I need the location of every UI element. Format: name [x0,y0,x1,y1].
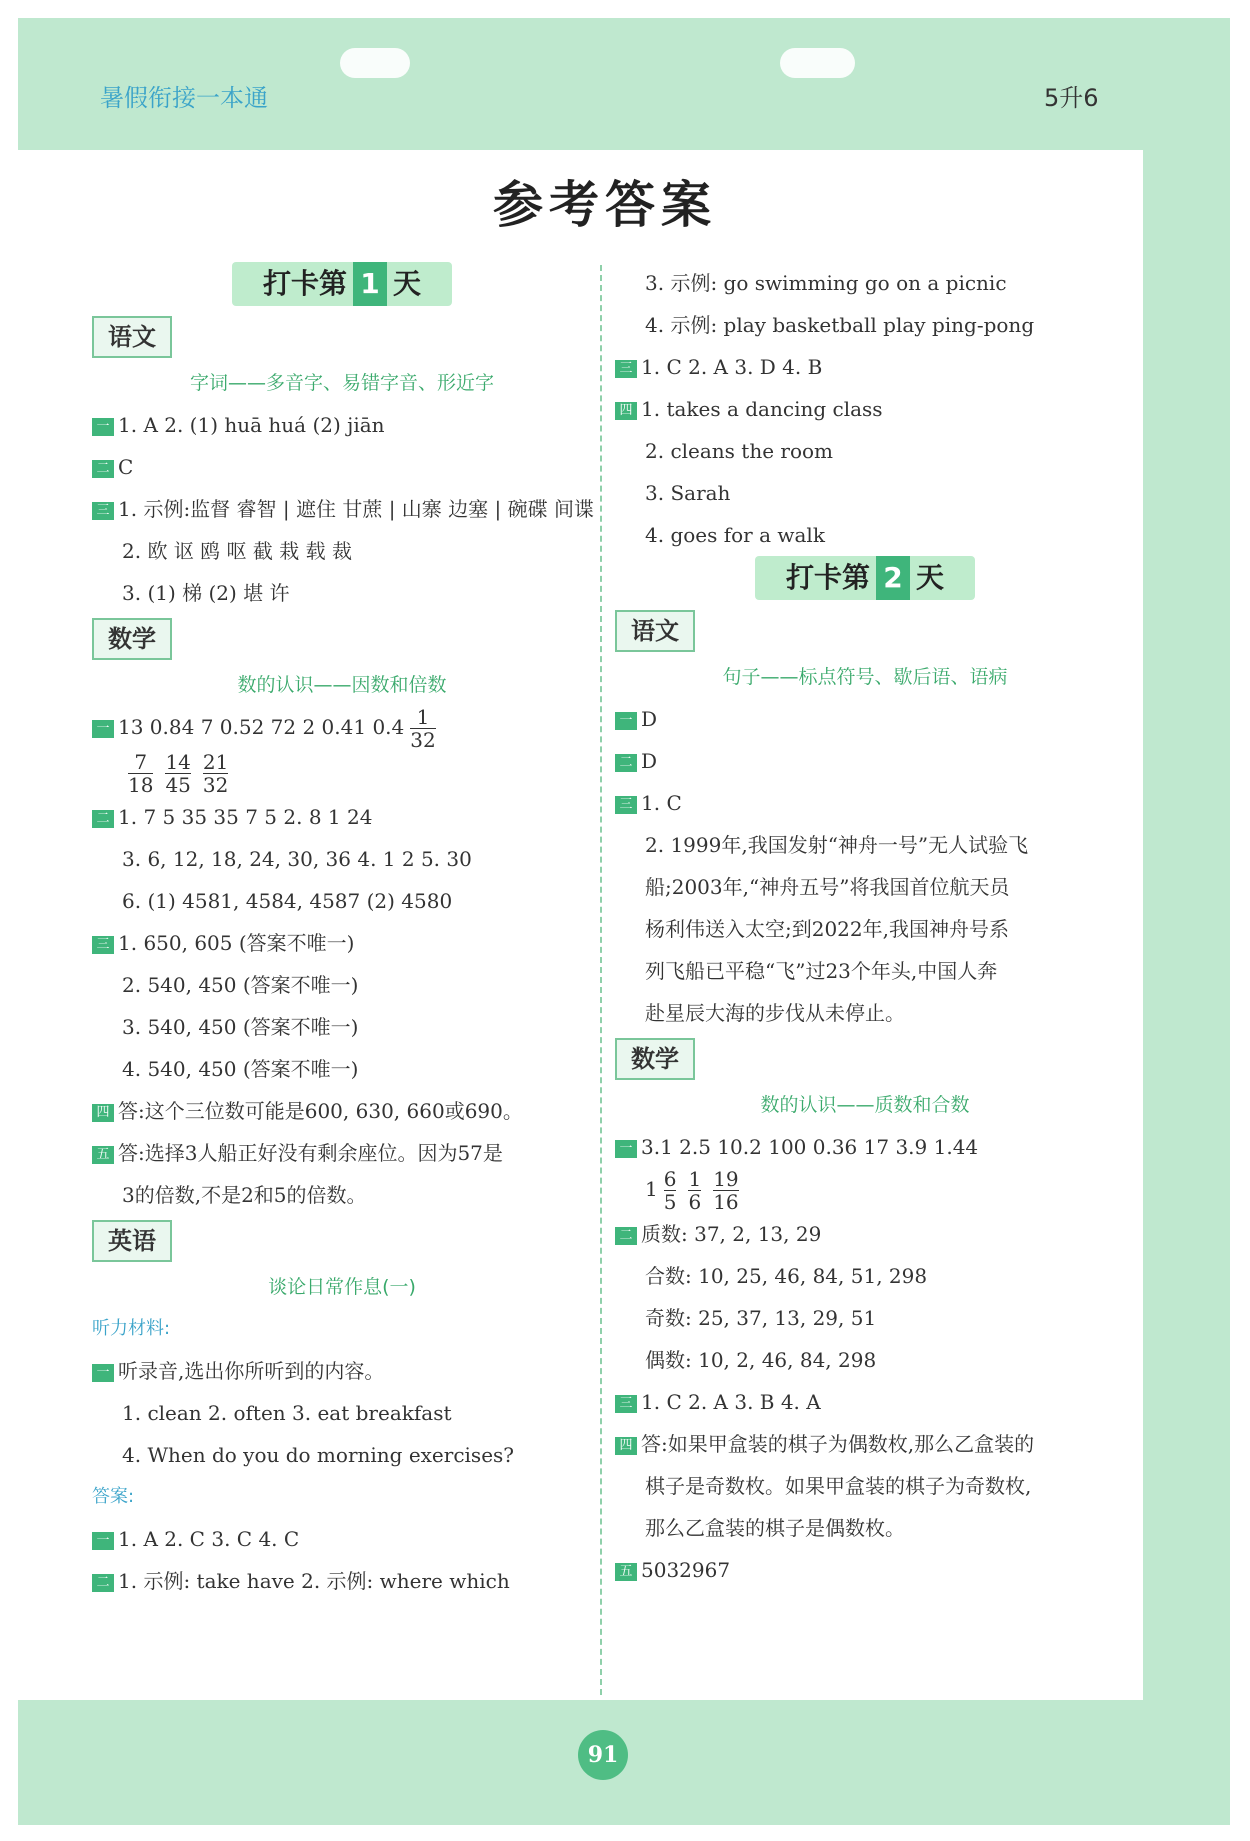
answer-label: 答案: [92,1486,135,1507]
section-one-icon: 一 [615,1140,637,1158]
left-column [92,262,592,1602]
answer-line: 四 1. takes a dancing class [615,388,1115,430]
section-five-icon: 五 [92,1146,114,1164]
answer-line: 二 1. 7 5 35 35 7 5 2. 8 1 24 [92,796,592,838]
section-three-icon: 三 [615,796,637,814]
subject-chinese: 语文 [615,610,695,652]
answer-line: 棋子是奇数枚。如果甲盒装的棋子为奇数枚, [645,1474,1032,1498]
answer-line: 四 答:这个三位数可能是600, 630, 660或690。 [92,1090,592,1132]
right-column [615,262,1115,1591]
day-banner: 打卡第 2 天 [755,556,975,600]
answer-line: 2. 1999年,我国发射“神舟一号”无人试验飞 [645,833,1029,857]
topic: 数的认识——质数和合数 [760,1094,970,1116]
section-one-icon: 一 [92,418,114,436]
answer-line: 偶数: 10, 2, 46, 84, 298 [645,1348,877,1372]
answer-line: 4. goes for a walk [645,523,825,547]
section-four-icon: 四 [92,1104,114,1122]
answer-line: 杨利伟送入太空;到2022年,我国神舟号系 [645,917,1009,941]
answer-line: 三 1. 示例:监督 睿智 | 遮住 甘蔗 | 山寨 边塞 | 碗碟 间谍 [92,488,592,530]
section-three-icon: 三 [615,1395,637,1413]
answer-line: 2. 欧 讴 鸥 呕 截 栽 载 裁 [122,539,352,563]
grade-label: 5升6 [1044,84,1099,112]
answer-line: 4. When do you do morning exercises? [122,1443,515,1467]
answer-line: 五 5032967 [615,1549,1115,1591]
subject-math: 数学 [615,1038,695,1080]
section-two-icon: 二 [92,1574,114,1592]
answer-line: 3. Sarah [645,481,731,505]
answer-line: 合数: 10, 25, 46, 84, 51, 298 [645,1264,928,1288]
page-number: 91 [578,1730,628,1780]
section-four-icon: 四 [615,1437,637,1455]
topic: 句子——标点符号、歇后语、语病 [722,666,1008,688]
answer-line: 赴星辰大海的步伐从未停止。 [645,1001,905,1025]
section-five-icon: 五 [615,1563,637,1581]
answer-line: 1. clean 2. often 3. eat breakfast [122,1401,452,1425]
answer-line: 三 1. 650, 605 (答案不唯一) [92,922,592,964]
answer-line: 2. cleans the room [645,439,834,463]
answer-line: 四 答:如果甲盒装的棋子为偶数枚,那么乙盒装的 [615,1423,1115,1465]
section-two-icon: 二 [615,1227,637,1245]
section-four-icon: 四 [615,402,637,420]
section-two-icon: 二 [92,460,114,478]
answer-line: 3. 6, 12, 18, 24, 30, 36 4. 1 2 5. 30 [122,847,472,871]
answer-line: 船;2003年,“神舟五号”将我国首位航天员 [645,875,1010,899]
answer-line: 二 1. 示例: take have 2. 示例: where which [92,1560,592,1602]
answer-line: 奇数: 25, 37, 13, 29, 51 [645,1306,877,1330]
section-two-icon: 二 [615,754,637,772]
answer-line: 列飞船已平稳“飞”过23个年头,中国人奔 [645,959,998,983]
subject-math: 数学 [92,618,172,660]
section-two-icon: 二 [92,810,114,828]
section-three-icon: 三 [615,360,637,378]
fraction: $\frac{1}{32}$ [410,705,436,752]
answer-line: 二 C [92,446,592,488]
page-title: 参考答案 [493,175,717,234]
answer-line: 一 1. A 2. (1) huā huá (2) jiān [92,404,592,446]
answer-line: 3. 示例: go swimming go on a picnic [645,271,1007,295]
answer-line: 三 1. C 2. A 3. D 4. B [615,346,1115,388]
topic: 数的认识——因数和倍数 [237,674,447,696]
answer-line: 五 答:选择3人船正好没有剩余座位。因为57是 [92,1132,592,1174]
column-divider [600,265,602,1695]
series-name: 暑假衔接一本通 [100,84,268,112]
fraction-line: $\frac{7}{18}$ $\frac{14}{45}$ $\frac{21}{32}$ [128,750,229,797]
subject-english: 英语 [92,1220,172,1262]
answer-line: 3. (1) 梯 (2) 堪 许 [122,581,290,605]
day-banner: 打卡第 1 天 [232,262,452,306]
answer-line: 二 D [615,740,1115,782]
topic: 谈论日常作息(一) [268,1276,416,1298]
section-one-icon: 一 [92,1364,114,1382]
answer-line: 那么乙盒装的棋子是偶数枚。 [645,1516,905,1540]
side-band [1143,150,1230,1710]
answer-line: 3. 540, 450 (答案不唯一) [122,1015,359,1039]
answer-line: 一 D [615,698,1115,740]
section-three-icon: 三 [92,502,114,520]
answer-line: 6. (1) 4581, 4584, 4587 (2) 4580 [122,889,453,913]
fraction-line: 1 $\frac{6}{5}$ $\frac{1}{6}$ $\frac{19}{16}$ [645,1167,739,1214]
answer-line: 3的倍数,不是2和5的倍数。 [122,1183,367,1207]
answer-line: 一 听录音,选出你所听到的内容。 [92,1350,592,1392]
section-three-icon: 三 [92,936,114,954]
cloud-decoration [780,48,855,78]
answer-line: 三 1. C 2. A 3. B 4. A [615,1381,1115,1423]
answer-line: 一 13 0.84 7 0.52 72 2 0.41 0.4 $\frac{1}{32}$ [92,706,592,751]
section-one-icon: 一 [615,712,637,730]
answer-line: 2. 540, 450 (答案不唯一) [122,973,359,997]
section-one-icon: 一 [92,1532,114,1550]
cloud-decoration [340,48,410,78]
answer-line: 一 1. A 2. C 3. C 4. C [92,1518,592,1560]
answer-line: 4. 540, 450 (答案不唯一) [122,1057,359,1081]
answer-line: 一 3.1 2.5 10.2 100 0.36 17 3.9 1.44 [615,1126,1115,1168]
section-one-icon: 一 [92,720,114,738]
answer-line: 三 1. C [615,782,1115,824]
listening-label: 听力材料: [92,1318,171,1339]
answer-line: 4. 示例: play basketball play ping-pong [645,313,1035,337]
answer-line: 二 质数: 37, 2, 13, 29 [615,1213,1115,1255]
topic: 字词——多音字、易错字音、形近字 [189,372,494,394]
subject-chinese: 语文 [92,316,172,358]
